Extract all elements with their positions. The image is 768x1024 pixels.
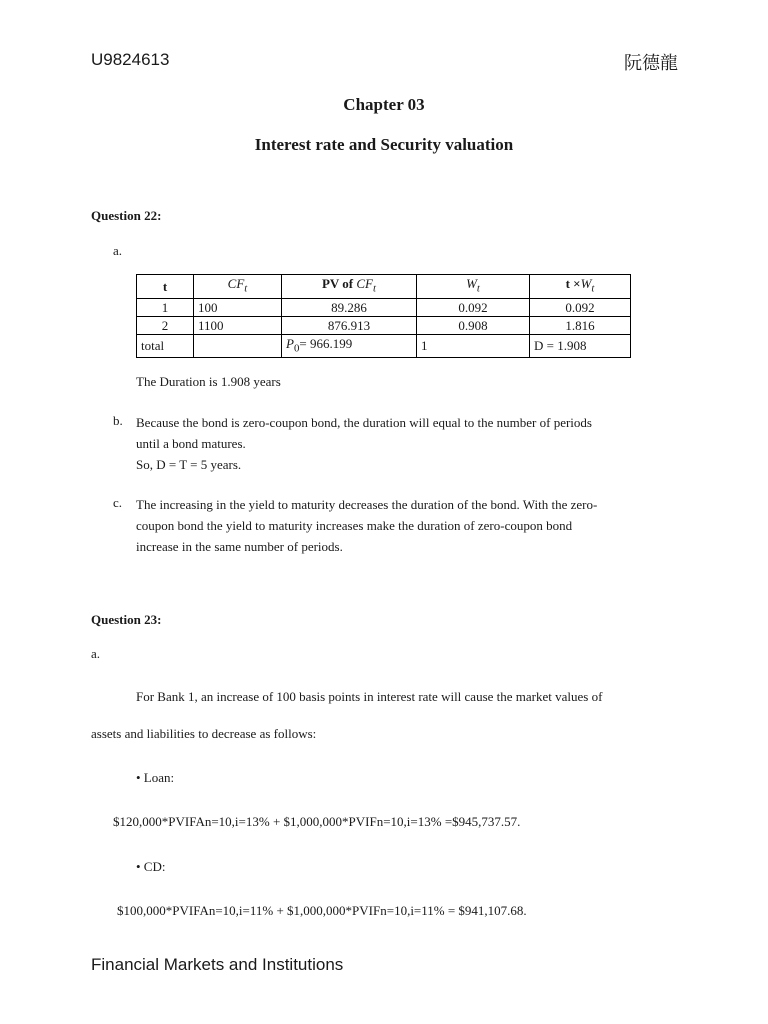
question-22-heading: Question 22: [91, 208, 162, 223]
cell-tw: 0.092 [530, 298, 631, 316]
chapter-subtitle: Interest rate and Security valuation [254, 135, 514, 154]
header-tw-sub: t [591, 282, 595, 295]
header-t: t [137, 275, 194, 299]
cd-label: • CD: [136, 859, 166, 874]
student-id: U9824613 [91, 50, 170, 69]
q23-para-line-1: For Bank 1, an increase of 100 basis points in interest rate will cause the market values of [136, 689, 603, 704]
table-total-row [137, 334, 631, 358]
c-line-1: The increasing in the yield to maturity decreases the duration of the bond. With the zero- [136, 497, 598, 512]
header-w [417, 275, 530, 299]
cd-formula: $100,000*PVIFAn=10,i=11% + $1,000,000*PVIFn=10,i=11% = $941,107.68. [117, 903, 527, 918]
cell-p0 [282, 334, 417, 358]
cell-t: 1 [137, 298, 194, 316]
c-line-2: coupon bond the yield to maturity increases make the duration of zero-coupon bond [136, 518, 573, 533]
duration-table [136, 274, 631, 358]
cell-cf: 100 [194, 298, 282, 316]
c-line-3: increase in the same number of periods. [136, 539, 343, 554]
header-pv [282, 275, 417, 299]
b-line-3: So, D = T = 5 years. [136, 457, 242, 472]
q22-part-a-label: a. [113, 243, 123, 258]
table-row [137, 316, 631, 334]
header-pv-sub: t [373, 282, 377, 295]
cell-t: 2 [137, 316, 194, 334]
header-w-symbol: W [466, 276, 477, 291]
header-w-sub: t [476, 282, 480, 295]
cell-tw: 1.816 [530, 316, 631, 334]
q23-para-line-2: assets and liabilities to decrease as follows: [91, 726, 317, 741]
header-tw-label: t × [565, 276, 581, 291]
header-tw [530, 275, 631, 299]
header-tw-w: W [580, 276, 592, 291]
header-cf [194, 275, 282, 299]
header-cf-sub: t [244, 282, 248, 295]
q22-part-c-text [136, 494, 597, 557]
header-pv-cf: CF [356, 276, 374, 291]
chapter-title: Chapter 03 [343, 95, 425, 114]
cell-total-label: total [137, 334, 194, 358]
cell-empty [194, 334, 282, 358]
cell-total-w: 1 [417, 334, 530, 358]
header-pv-label: PV of [321, 276, 357, 291]
q22-part-b-text [136, 412, 592, 475]
student-name: 阮德龍 [624, 53, 678, 74]
cell-total-d: D = 1.908 [530, 334, 631, 358]
cell-w: 0.092 [417, 298, 530, 316]
question-23-heading: Question 23: [91, 612, 162, 627]
footer-course-title: Financial Markets and Institutions [91, 955, 344, 974]
b-line-1: Because the bond is zero-coupon bond, the duration will equal to the number of periods [136, 415, 592, 430]
table-header-row [137, 275, 631, 299]
header-cf-symbol: CF [227, 276, 245, 291]
q22-part-c-label: c. [113, 495, 123, 510]
q22-part-b-label: b. [113, 413, 123, 428]
p0-symbol: P [286, 335, 294, 351]
cell-pv: 89.286 [282, 298, 417, 316]
duration-result: The Duration is 1.908 years [136, 374, 281, 389]
b-line-2: until a bond matures. [136, 436, 246, 451]
q23-part-a-label: a. [91, 646, 101, 661]
cell-pv: 876.913 [282, 316, 417, 334]
p0-sub: 0 [293, 342, 300, 355]
p0-value: = 966.199 [299, 335, 353, 351]
loan-label: • Loan: [136, 770, 175, 785]
table-row [137, 298, 631, 316]
cell-cf: 1100 [194, 316, 282, 334]
loan-formula: $120,000*PVIFAn=10,i=13% + $1,000,000*PVIFn=10,i=13% =$945,737.57. [113, 814, 521, 829]
cell-w: 0.908 [417, 316, 530, 334]
